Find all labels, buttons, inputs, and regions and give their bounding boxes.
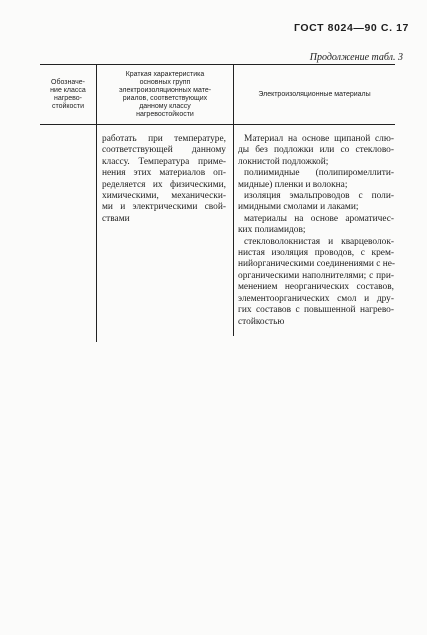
text-line: локнистой подложкой;	[238, 156, 329, 167]
text-line: изоляция эмальпроводов с поли-	[244, 191, 394, 202]
text-line: классу. Температура приме-	[102, 156, 226, 167]
text-line: гих составов с повышенной нагрево-	[238, 305, 394, 316]
text-line: ми и электрическими свой-	[102, 202, 226, 213]
column-divider-2	[233, 64, 234, 336]
header-line: электроизоляционных мате-	[118, 86, 212, 94]
page-header-standard: ГОСТ 8024—90 С. 17	[294, 22, 409, 34]
text-line: полиимидные (полипиромеллити-	[244, 168, 394, 179]
header-line: Краткая характеристика	[125, 70, 205, 78]
text-line: стекловолокнистая и кварцеволок-	[244, 236, 394, 247]
materials-table	[40, 64, 395, 125]
text-line: стойкостью	[238, 316, 285, 327]
text-line: ределяется их физическими,	[102, 179, 226, 190]
header-line: риалов, соответствующих	[122, 94, 208, 102]
materials-cell	[238, 134, 394, 328]
text-line: менением неорганических составов,	[238, 282, 394, 293]
text-line: мидные) пленки и волокна;	[238, 179, 348, 190]
text-line: элементоорганических смол и дру-	[238, 293, 394, 304]
text-line: соответствующей данному	[102, 145, 226, 156]
text-line: имидными смолами и лаками;	[238, 202, 359, 213]
text-line: ствами	[102, 213, 130, 224]
column-divider-1	[96, 64, 97, 342]
header-line: данному классу	[139, 102, 191, 110]
header-materials	[234, 65, 395, 124]
header-line: Обозначе-	[51, 78, 85, 86]
text-line: Материал на основе щипаной слю-	[244, 134, 394, 144]
text-line: нения этих материалов оп-	[102, 168, 226, 179]
header-characteristic	[97, 65, 233, 124]
text-line: ких полиамидов;	[238, 225, 306, 236]
text-line: нийорганическими соединениями с не-	[238, 259, 396, 270]
header-line: нагревостойкости	[136, 110, 194, 118]
text-line: материалы на основе ароматичес-	[244, 213, 394, 224]
header-line: основных групп	[139, 78, 191, 86]
header-class-designation	[40, 65, 96, 124]
text-line: органическими наполнителями; с при-	[238, 270, 394, 281]
text-line: работать при температуре,	[102, 134, 226, 144]
text-line: ды без подложки или со стеклово-	[238, 145, 394, 156]
header-line: нагрево-	[54, 94, 82, 102]
text-line: нистая изоляция проводов, с крем-	[238, 248, 394, 259]
header-line: Электроизоляционные материалы	[258, 90, 371, 98]
text-line: химическими, механически-	[102, 191, 226, 202]
table-header-row	[40, 64, 395, 125]
header-line: ние класса	[50, 86, 86, 94]
characteristic-cell	[102, 134, 226, 225]
table-continuation-label: Продолжение табл. 3	[309, 52, 403, 63]
header-line: стойкости	[51, 102, 85, 110]
